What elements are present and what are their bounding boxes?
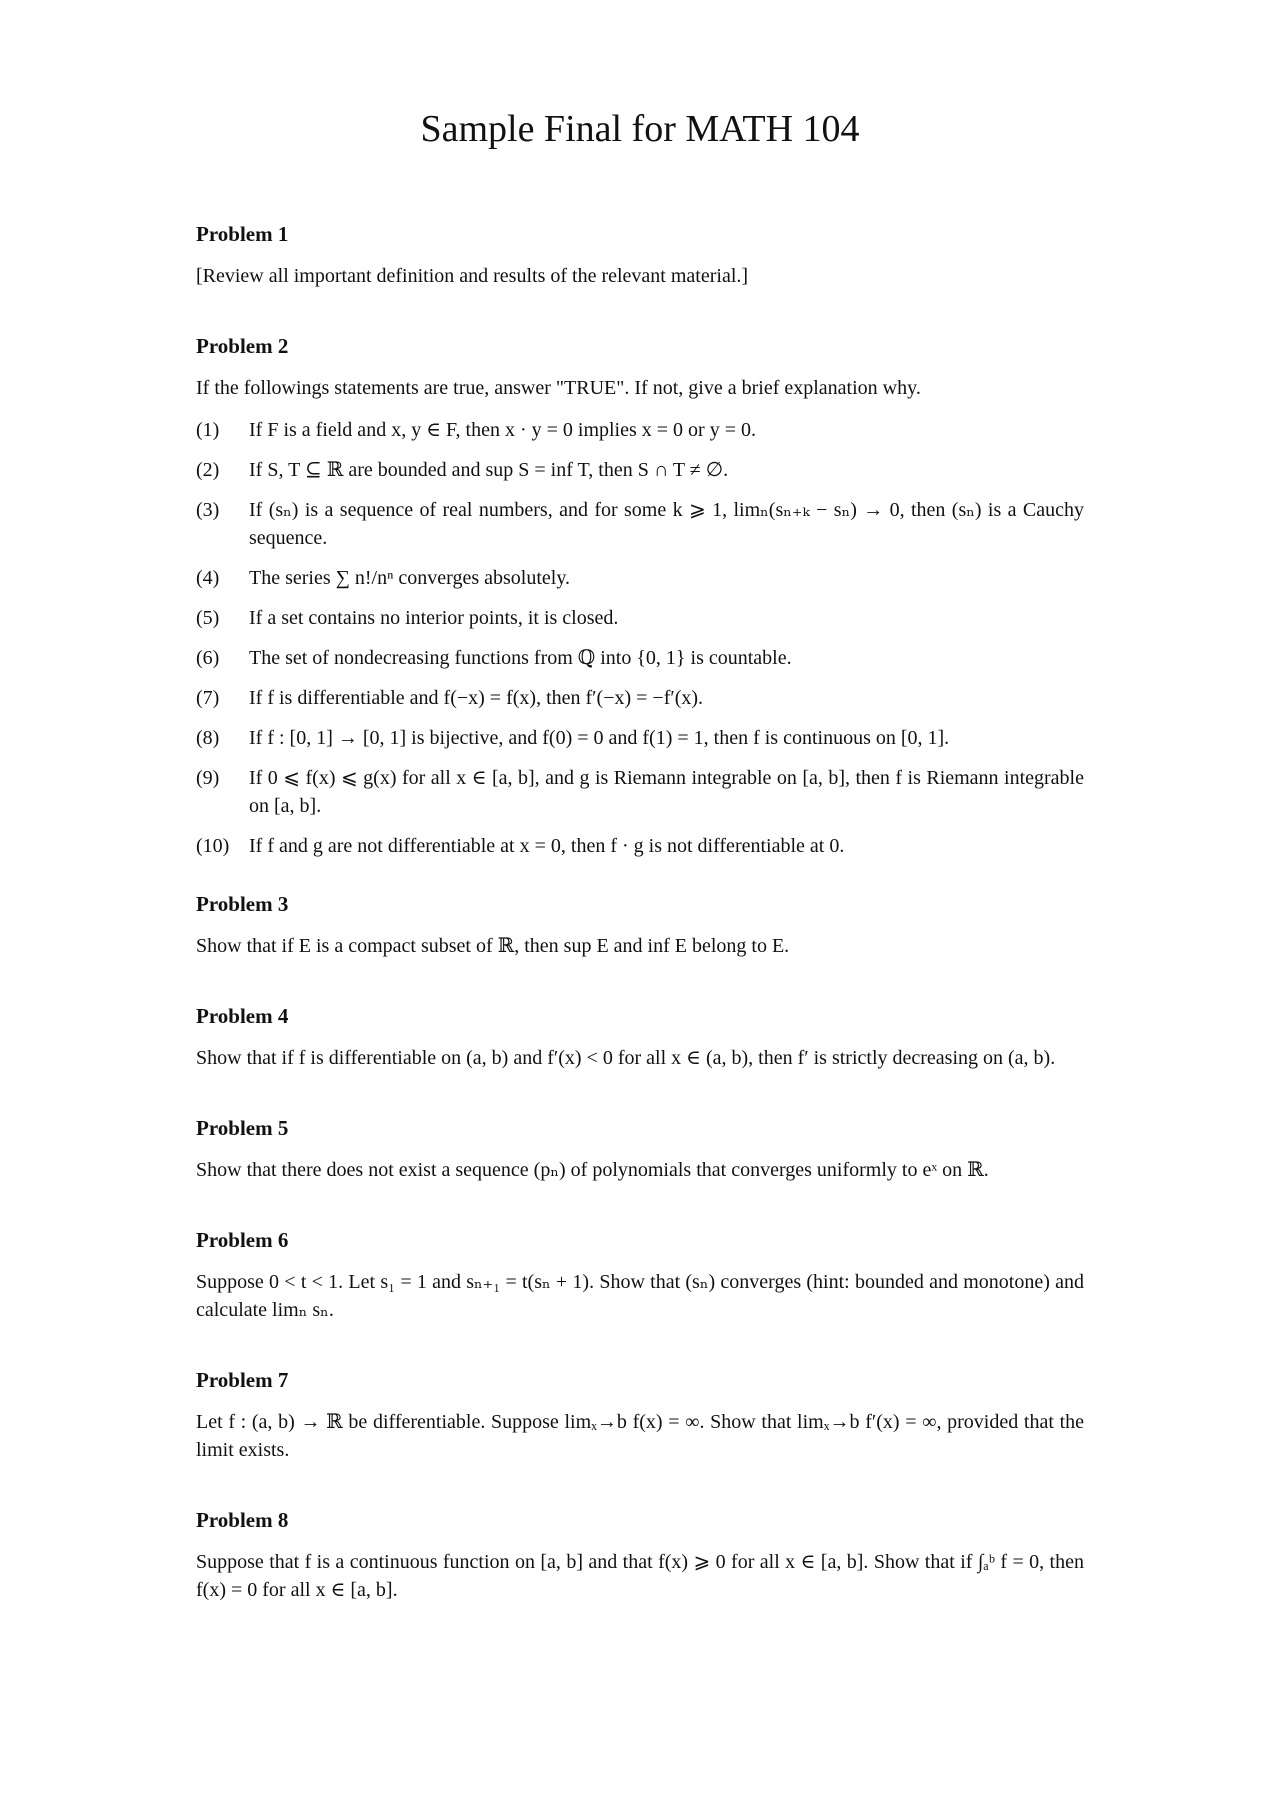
statement-number: (10): [196, 835, 230, 857]
problem-text: If the followings statements are true, answer "TRUE". If not, give a brief explanation why.: [196, 377, 921, 399]
statement-number: (3): [196, 499, 220, 521]
statement-number: (9): [196, 767, 220, 789]
problem-text: [Review all important definition and results of the relevant material.]: [196, 265, 749, 287]
problem-8: [196, 1506, 1084, 1604]
statement-item: [196, 416, 1084, 444]
problem-heading: Problem 5: [196, 1116, 289, 1140]
statement-text: If f is differentiable and f(−x) = f(x), then f′(−x) = −f′(x).: [249, 687, 704, 709]
problem-text: Show that if f is differentiable on (a, b) and f′(x) < 0 for all x ∈ (a, b), then f′ is strictly decreasing on (a, b).: [196, 1047, 1056, 1069]
problem-text: Suppose 0 < t < 1. Let s₁ = 1 and sₙ₊₁ = t(sₙ + 1). Show that (sₙ) converges (hint: bounded and monotone) and calculate limₙ sₙ.: [196, 1271, 1084, 1321]
statement-item: [196, 684, 1084, 712]
problem-text: Suppose that f is a continuous function on [a, b] and that f(x) ⩾ 0 for all x ∈ [a, b]. Show that if ∫ₐᵇ f = 0, then f(x) = 0 for all x ∈ [a, b].: [196, 1551, 1084, 1601]
problem-6: [196, 1226, 1084, 1324]
problem-3: [196, 890, 1084, 960]
problem-7: [196, 1366, 1084, 1464]
statement-text: If (sₙ) is a sequence of real numbers, and for some k ⩾ 1, limₙ(sₙ₊ₖ − sₙ) → 0, then (sₙ) is a Cauchy sequence.: [249, 499, 1084, 549]
problem-heading: Problem 4: [196, 1004, 289, 1028]
statement-text: If f : [0, 1] → [0, 1] is bijective, and f(0) = 0 and f(1) = 1, then f is continuous on [0, 1].: [249, 727, 950, 749]
statement-text: The set of nondecreasing functions from ℚ into {0, 1} is countable.: [249, 647, 792, 669]
statement-item: [196, 832, 1084, 860]
statement-text: The series ∑ n!/nⁿ converges absolutely.: [249, 567, 571, 589]
statement-item: [196, 564, 1084, 592]
problem-heading: Problem 1: [196, 222, 289, 246]
statement-number: (7): [196, 687, 220, 709]
problem-text: Show that if E is a compact subset of ℝ, then sup E and inf E belong to E.: [196, 935, 790, 957]
problem-heading: Problem 6: [196, 1228, 289, 1252]
statement-text: If F is a field and x, y ∈ F, then x · y = 0 implies x = 0 or y = 0.: [249, 419, 756, 441]
statement-item: [196, 496, 1084, 552]
statement-item: [196, 724, 1084, 752]
problem-heading: Problem 8: [196, 1508, 289, 1532]
problem-heading: Problem 7: [196, 1368, 289, 1392]
problem-heading: Problem 2: [196, 334, 289, 358]
statement-text: If f and g are not differentiable at x = 0, then f · g is not differentiable at 0.: [249, 835, 845, 857]
statement-number: (8): [196, 727, 220, 749]
statement-item: [196, 456, 1084, 484]
statement-number: (2): [196, 459, 220, 481]
problem-5: [196, 1114, 1084, 1184]
problem-1: [196, 220, 1084, 290]
statement-number: (4): [196, 567, 220, 589]
statement-item: [196, 764, 1084, 820]
statement-text: If S, T ⊆ ℝ are bounded and sup S = inf T, then S ∩ T ≠ ∅.: [249, 459, 729, 481]
page-title: Sample Final for MATH 104: [420, 108, 860, 150]
statement-text: If a set contains no interior points, it is closed.: [249, 607, 619, 629]
statement-number: (6): [196, 647, 220, 669]
problem-4: [196, 1002, 1084, 1072]
problem-text: Let f : (a, b) → ℝ be differentiable. Suppose limₓ→b f(x) = ∞. Show that limₓ→b f′(x) = ∞, provided that the limit exists.: [196, 1411, 1084, 1461]
problem-heading: Problem 3: [196, 892, 289, 916]
statement-item: [196, 604, 1084, 632]
problem-2: [196, 332, 1084, 860]
statement-number: (5): [196, 607, 220, 629]
statement-text: If 0 ⩽ f(x) ⩽ g(x) for all x ∈ [a, b], and g is Riemann integrable on [a, b], then f is Riemann integrable on [a, b].: [249, 767, 1084, 817]
statement-number: (1): [196, 419, 220, 441]
statement-item: [196, 644, 1084, 672]
problem-text: Show that there does not exist a sequence (pₙ) of polynomials that converges uniformly to eˣ on ℝ.: [196, 1159, 989, 1181]
statement-list: [196, 416, 1084, 860]
